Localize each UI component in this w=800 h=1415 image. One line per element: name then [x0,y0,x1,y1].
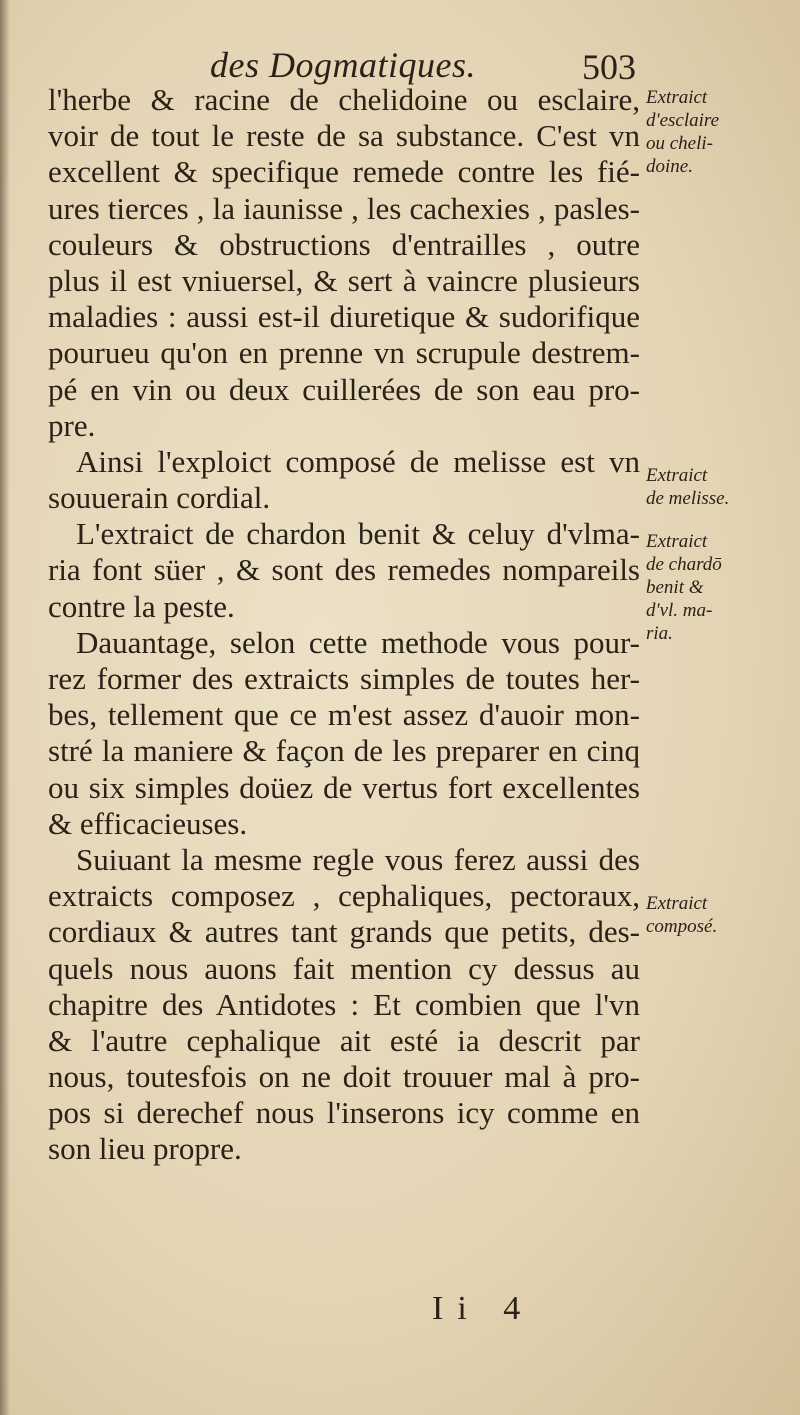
text-line: excellent & specifique remede contre les fié- [48,154,640,190]
text-line: bes, tellement que ce m'est assez d'auoir mon- [48,697,640,733]
text-line: souuerain cordial. [48,480,271,516]
text-line: pourueu qu'on en prenne vn scrupule destrem- [48,335,640,371]
margin-note-line: d'esclaire [646,110,720,131]
text-line: couleurs & obstructions d'entrailles , outre [48,226,640,262]
text-line: Dauantage, selon cette methode vous pour- [76,624,640,660]
text-line: plus il est vniuersel, & sert à vaincre plusieurs [48,262,640,298]
margin-note-compose [646,892,796,938]
text-line: Suiuant la mesme regle vous ferez aussi des [76,841,640,877]
margin-note-line: ria. [646,623,673,644]
text-line: stré la maniere & façon de les preparer en cinq [48,733,640,769]
text-line: Ainsi l'exploict composé de melisse est vn [76,443,640,479]
margin-note-line: ou cheli- [646,133,714,154]
margin-note-chardon [646,530,796,645]
text-line: contre la peste. [48,588,235,624]
text-line: rez former des extraicts simples de toutes her- [48,661,640,696]
text-line: nous, toutesfois on ne doit trouuer mal à pro- [48,1059,640,1095]
text-line: ria font süer , & sont des remedes nompareils [48,552,640,588]
page-number: 503 [582,47,636,87]
text-line: pre. [48,407,96,443]
body-text [48,82,640,1168]
text-line: l'herbe & racine de chelidoine ou esclaire, [48,82,640,117]
text-line: quels nous auons fait mention cy dessus au [48,950,640,986]
margin-note-line: doine. [646,156,693,177]
margin-note-esclaire [646,86,796,178]
margin-note-line: composé. [646,916,718,937]
margin-note-line: de melisse. [646,488,730,509]
margin-note-line: Extraict [646,531,708,552]
running-title: des Dogmatiques. [210,45,476,85]
text-line: extraicts composez , cephaliques, pectoraux, [48,878,640,914]
margin-note-melisse [646,464,796,510]
text-line: & l'autre cephalique ait esté ia descrit par [48,1022,640,1058]
text-line: & efficacieuses. [48,805,248,841]
text-line: ures tierces , la iaunisse , les cachexies , pasles- [48,190,640,226]
text-line: chapitre des Antidotes : Et combien que l'vn [48,986,640,1022]
text-line: pé en vin ou deux cuillerées de son eau pro- [48,371,640,407]
text-line: ou six simples doüez de vertus fort excellentes [48,769,640,805]
margin-note-line: benit & [646,577,704,598]
signature-mark: Ii 4 [432,1290,535,1327]
text-line: pos si derechef nous l'inserons icy comme en [48,1095,640,1131]
margin-note-line: de chardō [646,554,722,575]
text-line: cordiaux & autres tant grands que petits, des- [48,914,640,950]
margin-note-line: Extraict [646,87,708,108]
text-line: maladies : aussi est-il diuretique & sudorifique [48,299,640,335]
text-line: voir de tout le reste de sa substance. C'est vn [48,118,640,154]
text-line: L'extraict de chardon benit & celuy d'vlma- [76,516,640,552]
margin-note-line: Extraict [646,893,708,914]
margin-note-line: d'vl. ma- [646,600,713,621]
text-line: son lieu propre. [48,1131,242,1167]
margin-note-line: Extraict [646,465,708,486]
